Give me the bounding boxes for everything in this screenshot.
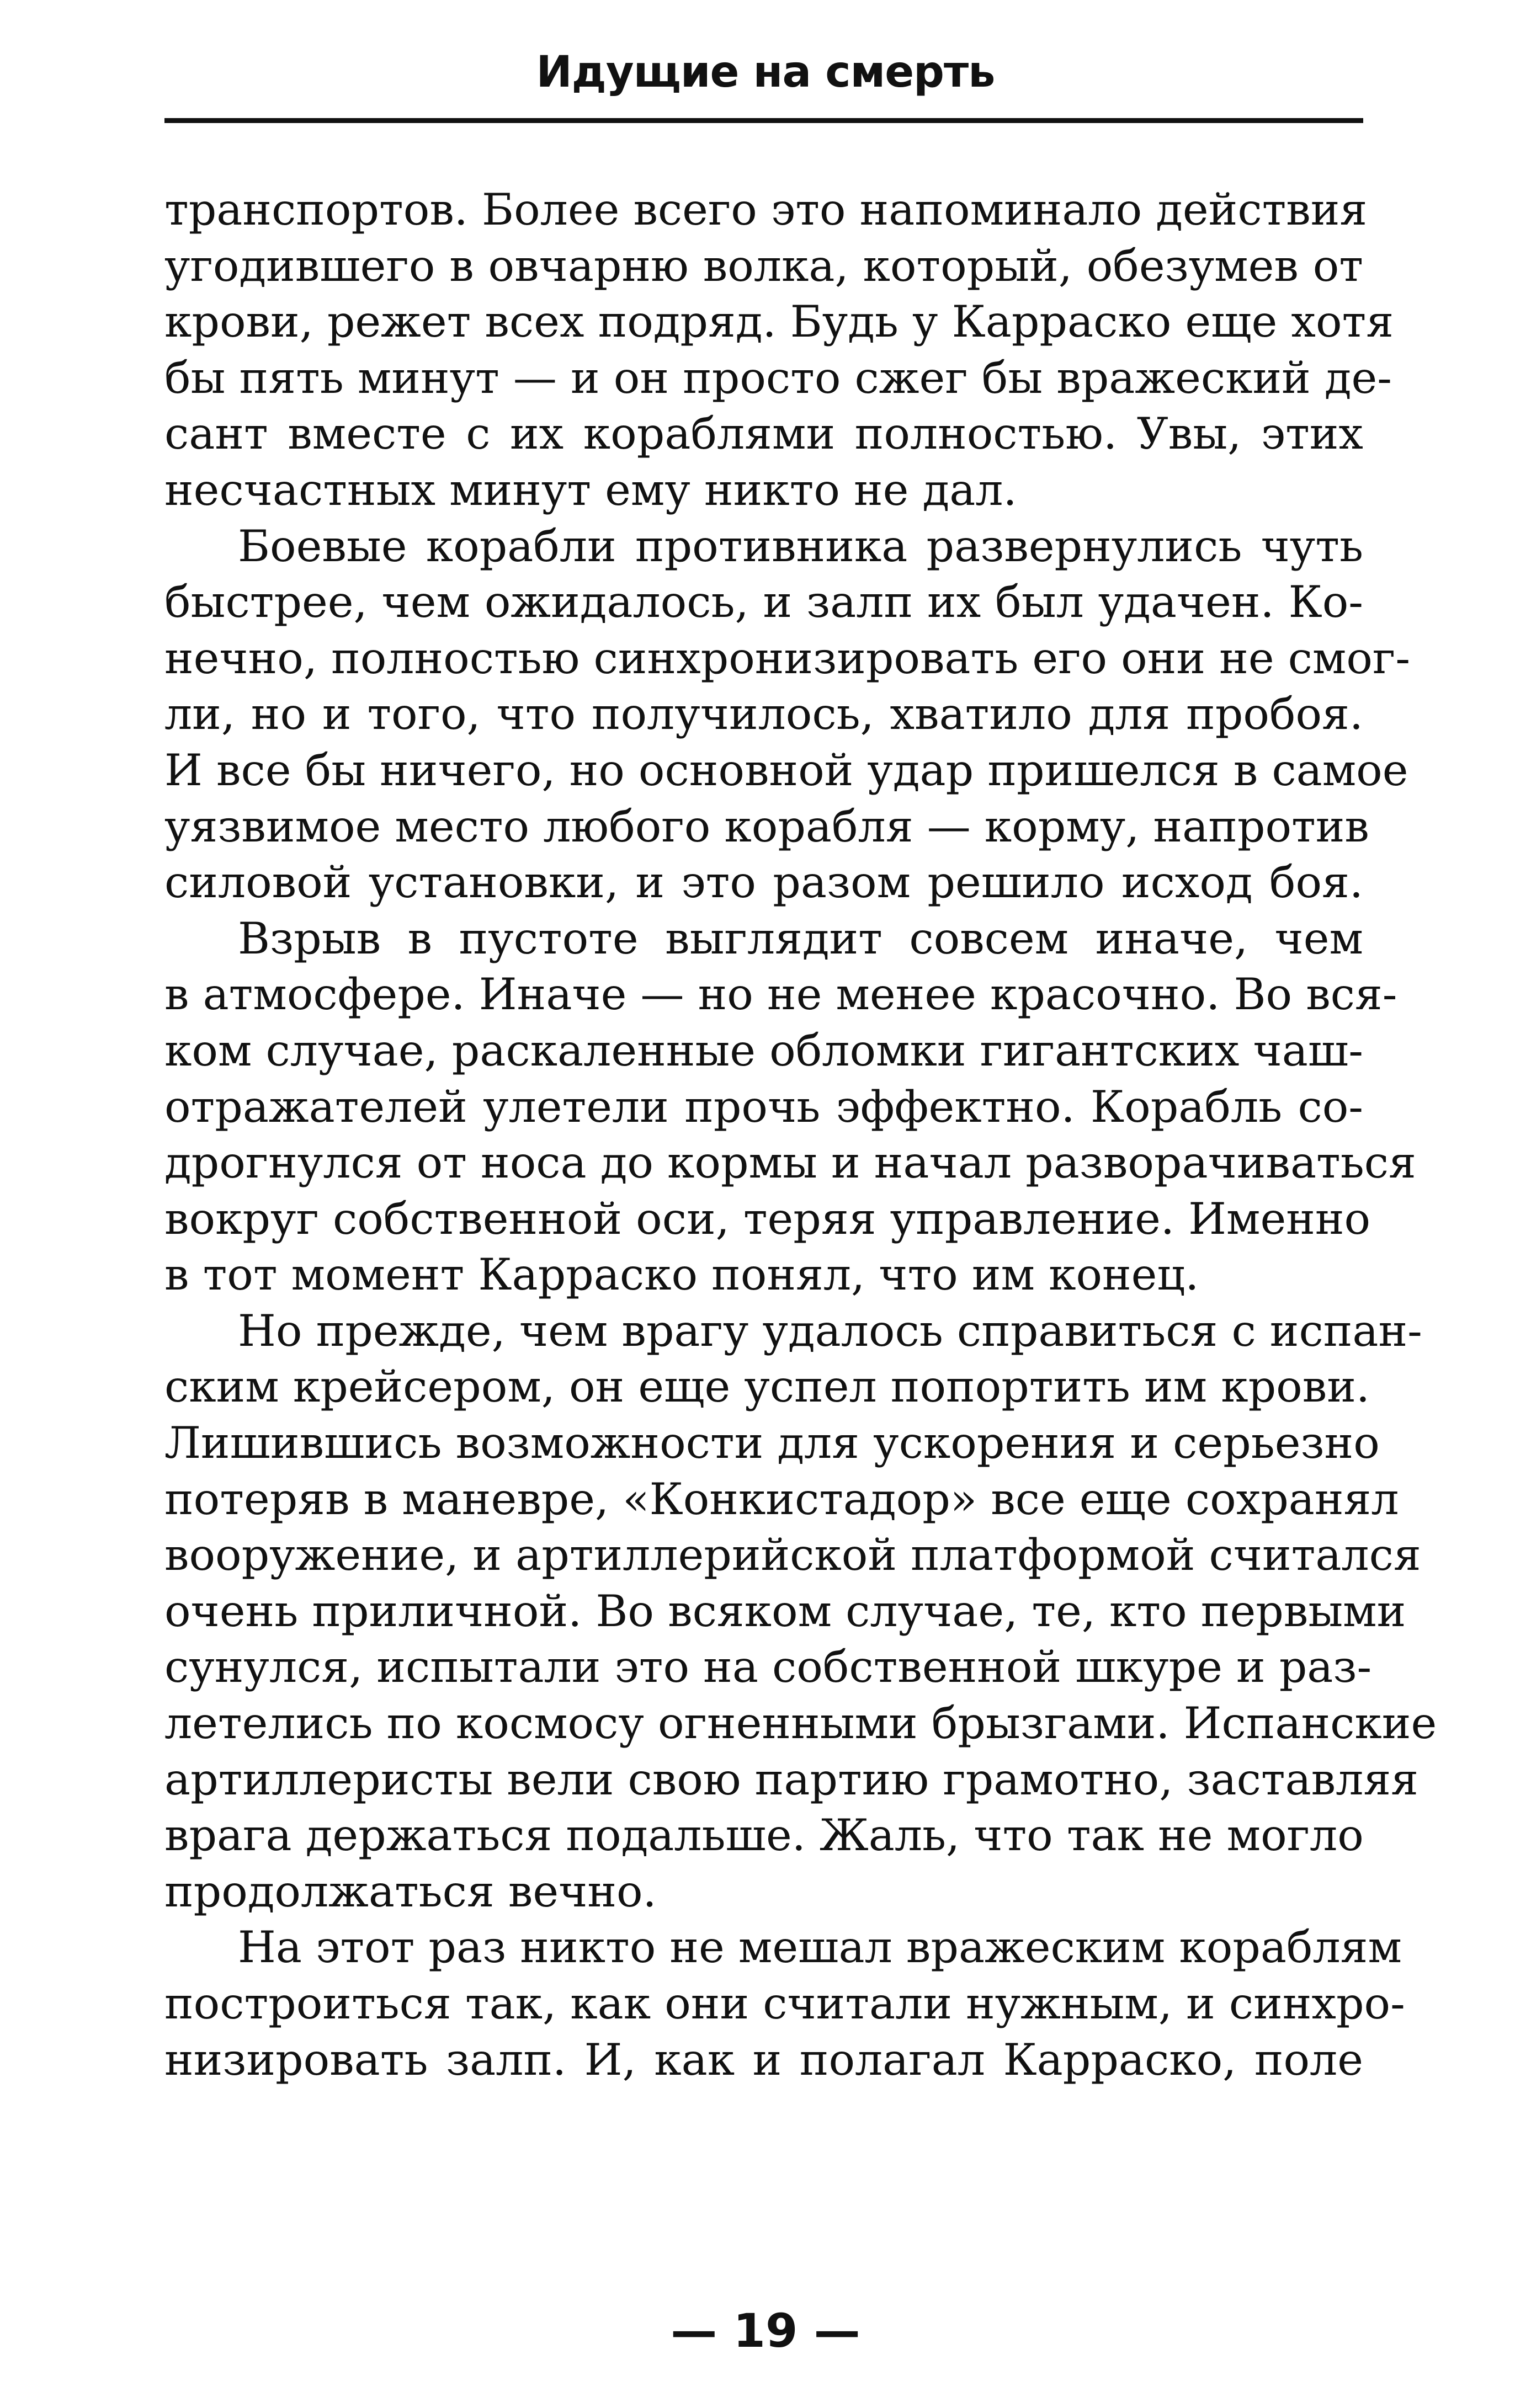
text-line: артиллеристы вели свою партию грамотно, заставляя bbox=[164, 1754, 1419, 1805]
text-line: транспортов. Более всего это напоминало действия bbox=[164, 184, 1368, 235]
text-line: отражателей улетели прочь эффектно. Корабль со- bbox=[164, 1081, 1363, 1132]
text-line: угодившего в овчарню волка, который, обезумев от bbox=[164, 240, 1363, 291]
text-line: На этот раз никто не мешал вражеским кораблям bbox=[238, 1922, 1402, 1973]
text-line: сант вместе с их кораблями полностью. Увы, этих bbox=[164, 408, 1363, 460]
page-number: — 19 — bbox=[671, 2304, 860, 2358]
text-line: Но прежде, чем врагу удалось справиться с испан- bbox=[238, 1305, 1422, 1356]
text-line: бы пять минут — и он просто сжег бы вражеский де- bbox=[164, 352, 1392, 403]
text-line: И все бы ничего, но основной удар пришелся в самое bbox=[164, 744, 1408, 796]
header-rule bbox=[164, 118, 1363, 123]
text-line: очень приличной. Во всяком случае, те, кто первыми bbox=[164, 1585, 1406, 1637]
text-line: быстрее, чем ожидалось, и залп их был удачен. Ко- bbox=[164, 577, 1363, 628]
text-line: в тот момент Карраско понял, что им конец. bbox=[164, 1249, 1199, 1301]
text-line: построиться так, как они считали нужным, и синхро- bbox=[164, 1978, 1405, 2029]
text-line: сунулся, испытали это на собственной шкуре и раз- bbox=[164, 1642, 1372, 1693]
text-line: Лишившись возможности для ускорения и серьезно bbox=[164, 1418, 1380, 1469]
text-line: продолжаться вечно. bbox=[164, 1866, 657, 1917]
text-line: потеряв в маневре, «Конкистадор» все еще сохранял bbox=[164, 1473, 1399, 1525]
text-line: силовой установки, и это разом решило исход боя. bbox=[164, 857, 1363, 908]
text-line: ским крейсером, он еще успел попортить им крови. bbox=[164, 1361, 1370, 1413]
text-line: крови, режет всех подряд. Будь у Карраско еще хотя bbox=[164, 296, 1394, 348]
text-line: дрогнулся от носа до кормы и начал разворачиваться bbox=[164, 1137, 1416, 1189]
text-line: несчастных минут ему никто не дал. bbox=[164, 464, 1017, 515]
text-line: летелись по космосу огненными брызгами. Испанские bbox=[164, 1698, 1437, 1749]
text-line: ком случае, раскаленные обломки гигантских чаш- bbox=[164, 1025, 1363, 1076]
text-line: низировать залп. И, как и полагал Карраско, поле bbox=[164, 2034, 1363, 2085]
text-line: Боевые корабли противника развернулись чуть bbox=[238, 520, 1363, 572]
running-title: Идущие на смерть bbox=[536, 47, 995, 97]
text-line: в атмосфере. Иначе — но не менее красочно. Во вся- bbox=[164, 969, 1397, 1020]
text-line: Взрыв в пустоте выглядит совсем иначе, чем bbox=[238, 913, 1363, 964]
text-line: вооружение, и артиллерийской платформой считался bbox=[164, 1530, 1421, 1581]
body-text bbox=[164, 182, 1437, 2088]
text-line: ли, но и того, что получилось, хватило для пробоя. bbox=[164, 689, 1363, 740]
text-line: уязвимое место любого корабля — корму, напротив bbox=[164, 801, 1369, 852]
text-line: вокруг собственной оси, теряя управление. Именно bbox=[164, 1193, 1371, 1244]
text-line: нечно, полностью синхронизировать его они не смог- bbox=[164, 632, 1411, 684]
text-line: врага держаться подальше. Жаль, что так не могло bbox=[164, 1810, 1364, 1861]
